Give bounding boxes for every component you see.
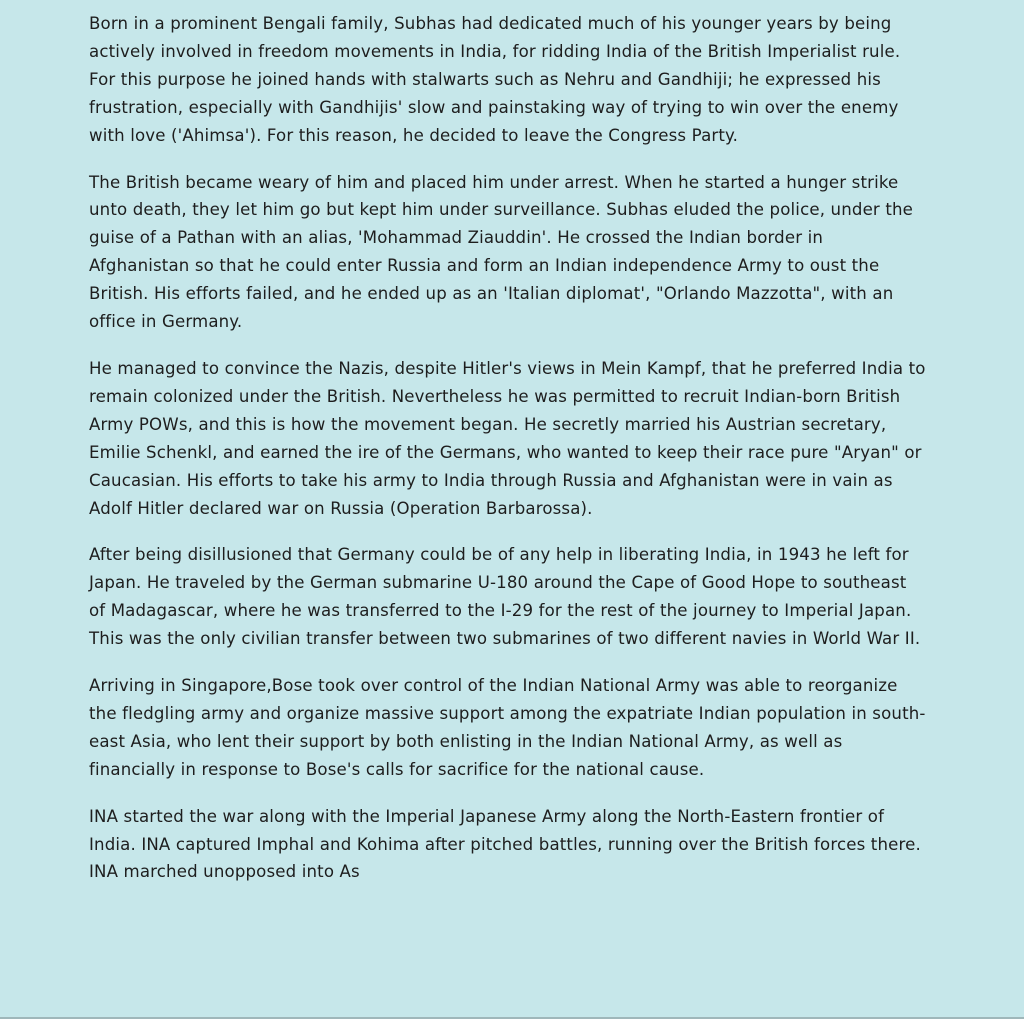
paragraph-germany: He managed to convince the Nazis, despite Hitler's views in Mein Kampf, that he preferred India to remain colonized under the British. Nevertheless he was permitted to recruit Indian-born British Army POWs, and this is how the movement began. He secretly married his Austrian secretary, Emilie Schenkl, and earned the ire of the Germans, who wanted to keep their race pure "Aryan" or Caucasian. His efforts to take his army to India through Russia and Afghanistan were in vain as Adolf Hitler declared war on Russia (Operation Barbarossa). [89, 358, 926, 518]
paragraph-arrest-escape: The British became weary of him and placed him under arrest. When he started a hunger strike unto death, they let him go but kept him under surveillance. Subhas eluded the police, under the guise of a Pathan with an alias, 'Mohammad Ziauddin'. He crossed the Indian border in Afghanistan so that he could enter Russia and form an Indian independence Army to oust the British. His efforts failed, and he ended up as an 'Italian diplomat', "Orlando Mazzotta", with an office in Germany. [89, 172, 914, 332]
paragraph-singapore: Arriving in Singapore,Bose took over control of the Indian National Army was able to reorganize the fledgling army and organize massive support among the expatriate Indian population in south-east Asia, who lent their support by both enlisting in the Indian National Army, as well as financially in response to Bose's calls for sacrifice for the national cause. [89, 676, 926, 779]
paragraph-early-life: Born in a prominent Bengali family, Subhas had dedicated much of his younger years by being actively involved in freedom movements in India, for ridding India of the British Imperialist rule. For this purpose he joined hands with stalwarts such as Nehru and Gandhiji; he expressed his frustration, especially with Gandhijis' slow and painstaking way of trying to win over the enemy with love ('Ahimsa'). For this reason, he decided to leave the Congress Party. [89, 14, 901, 145]
paragraph-ina-war: INA started the war along with the Imperial Japanese Army along the North-Eastern frontier of India. INA captured Imphal and Kohima after pitched battles, running over the British forces there. INA marched unopposed into As [89, 806, 921, 882]
paragraph-japan-journey: After being disillusioned that Germany could be of any help in liberating India, in 1943 he left for Japan. He traveled by the German submarine U-180 around the Cape of Good Hope to southeast of Madagascar, where he was transferred to the I-29 for the rest of the journey to Imperial Japan. This was the only civilian transfer between two submarines of two different navies in World War II. [89, 545, 921, 649]
